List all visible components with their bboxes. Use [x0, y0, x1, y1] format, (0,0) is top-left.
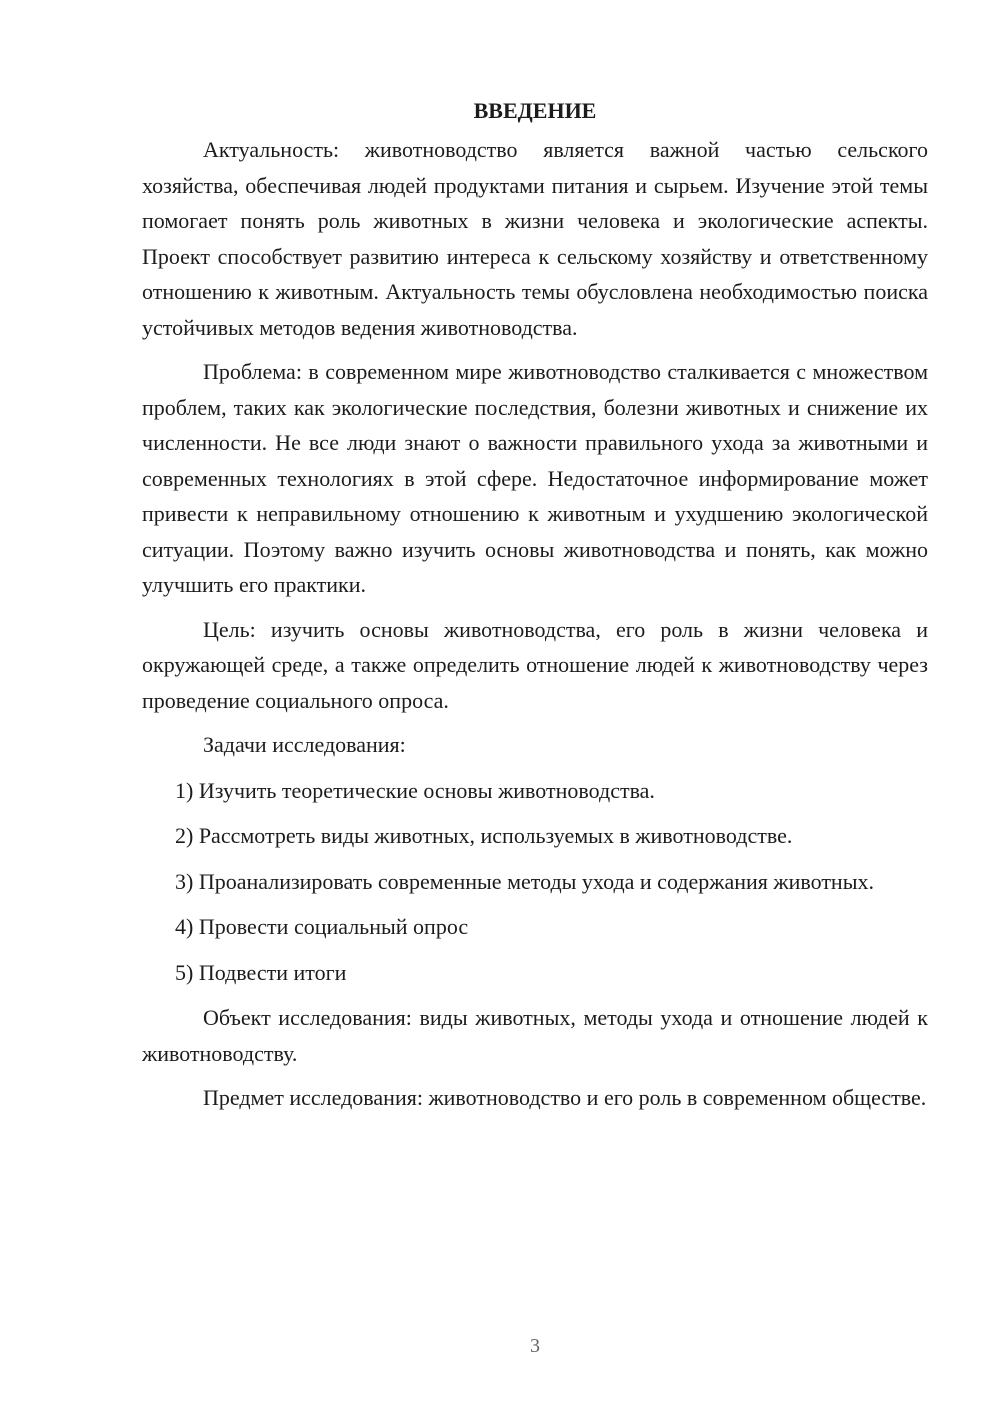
task-item: 2) Рассмотреть виды животных, используемых в животноводстве. [175, 823, 793, 848]
relevance-paragraph: Актуальность: животноводство является важной частью сельского хозяйства, обеспечивая людей продуктами питания и сырьем. Изучение этой темы помогает понять роль животных в жизни человека и экологические аспекты. Проект способствует развитию интереса к сельскому хозяйству и ответственному отношению к животным. Актуальность темы обусловлена необходимостью поиска устойчивых методов ведения животноводства. [142, 137, 928, 340]
task-item: 4) Провести социальный опрос [175, 914, 469, 939]
subject-paragraph: Предмет исследования: животноводство и его роль в современном обществе. [203, 1085, 927, 1110]
page-number: 3 [530, 1335, 540, 1357]
task-item: 3) Проанализировать современные методы ухода и содержания животных. [175, 868, 874, 894]
goal-paragraph: Цель: изучить основы животноводства, его роль в жизни человека и окружающей среде, а также определить отношение людей к животноводству через проведение социального опроса. [142, 616, 928, 713]
object-paragraph: Объект исследования: виды животных, методы ухода и отношение людей к животноводству. [142, 1005, 928, 1066]
task-item: 5) Подвести итоги [175, 959, 347, 985]
document-page [142, 96, 928, 1125]
tasks-heading: Задачи исследования: [203, 732, 406, 757]
document-title: ВВЕДЕНИЕ [473, 98, 597, 123]
tasks-list [142, 773, 928, 991]
task-item: 1) Изучить теоретические основы животноводства. [175, 777, 655, 803]
problem-paragraph: Проблема: в современном мире животноводство сталкивается с множеством проблем, таких как экологические последствия, болезни животных и снижение их численности. Не все люди знают о важности правильного ухода за животными и современных технологиях в этой сфере. Недостаточное информирование может привести к неправильному отношению к животным и ухудшению экологической ситуации. Поэтому важно изучить основы животноводства и понять, как можно улучшить его практики. [142, 359, 928, 597]
